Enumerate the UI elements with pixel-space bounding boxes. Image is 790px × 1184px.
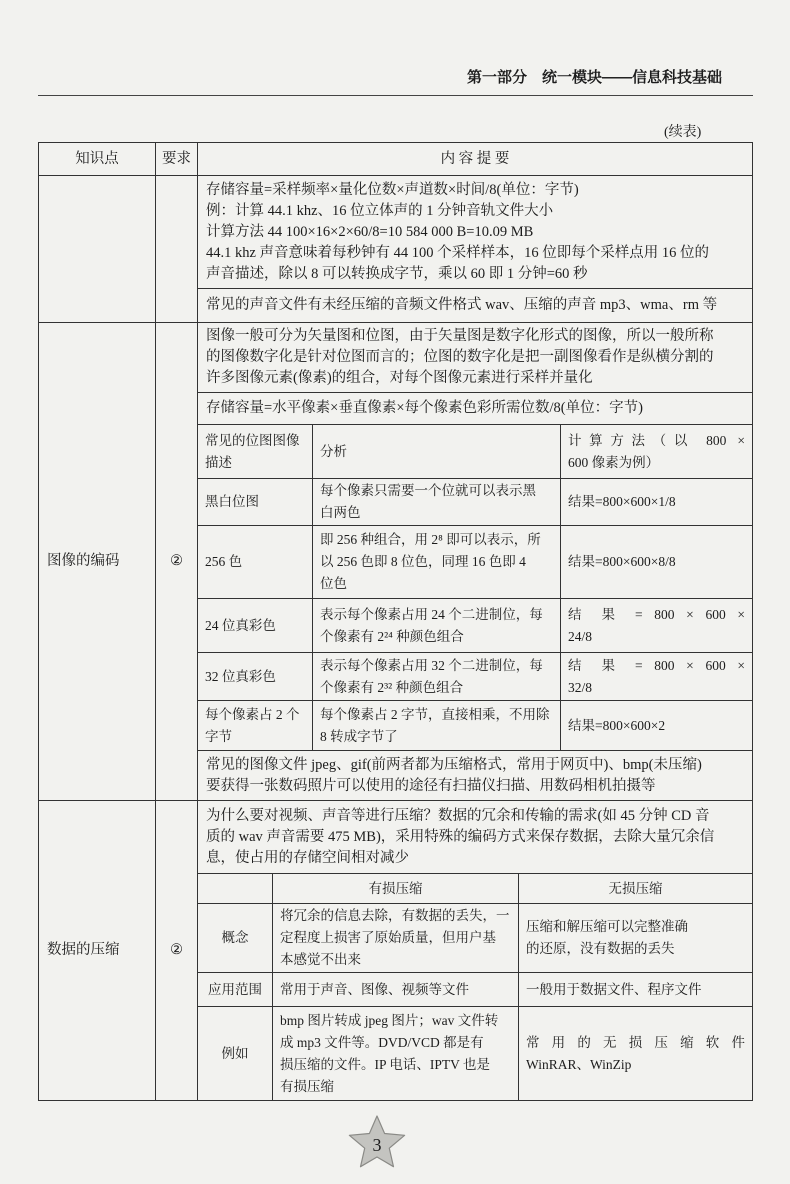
bitmap-row-analysis	[312, 652, 561, 701]
comparison-row-lossy	[272, 1006, 519, 1101]
text-line: 结果=800×600×2	[568, 717, 666, 733]
text-line: 存储容量=水平像素×垂直像素×每个像素色彩所需位数/8(单位：字节)	[206, 400, 643, 416]
bitmap-row-calculation	[560, 525, 753, 599]
text-line: 应用范围	[208, 981, 262, 997]
image-coding-topic-cell	[38, 322, 156, 801]
comparison-row-lossy	[272, 972, 519, 1007]
text-line: WinRAR、WinZip	[526, 1056, 632, 1072]
comparison-row-lossless	[518, 1006, 753, 1101]
bitmap-header-description	[197, 424, 313, 479]
text-line: 黑白位图	[205, 494, 259, 509]
text-line: 结 果 = 800 × 600 ×	[568, 657, 745, 673]
bitmap-row-analysis	[312, 700, 561, 751]
text-line: 结 果 = 800 × 600 ×	[568, 606, 745, 622]
text-line: 压缩和解压缩可以完整准确	[526, 919, 688, 934]
text-line: 600 像素为例）	[568, 454, 660, 470]
comparison-header-lossy	[272, 873, 519, 904]
sound-requirement-cell	[155, 175, 198, 323]
bitmap-row-analysis	[312, 478, 561, 526]
bitmap-row-calculation	[560, 478, 753, 526]
compression-topic-cell	[38, 800, 156, 1101]
bitmap-header-calculation	[560, 424, 753, 479]
requirement-level: ②	[170, 942, 183, 958]
text-line: 为什么要对视频、声音等进行压缩？数据的冗余和传输的需求(如 45 分钟 CD 音	[206, 807, 710, 824]
text-line: 将冗余的信息去除，有数据的丢失，一	[280, 908, 510, 923]
text-line: 许多图像元素(像素)的组合，对每个图像元素进行采样并量化	[206, 370, 593, 386]
topic-label: 图像的编码	[47, 553, 120, 569]
image-storage-formula-cell	[197, 392, 753, 425]
text-line: 例：计算 44.1 khz、16 位立体声的 1 分钟音轨文件大小	[206, 202, 554, 219]
text-line: 常用于声音、图像、视频等文件	[280, 981, 469, 997]
text-line: 的图像数字化是针对位图而言的；位图的数字化是把一副图像看作是纵横分割的	[206, 349, 714, 365]
column-header-content	[197, 142, 753, 176]
bitmap-row-type	[197, 478, 313, 526]
text-line: 有损压缩	[368, 880, 423, 896]
text-line: 有损压缩	[280, 1078, 334, 1094]
comparison-row-lossy	[272, 903, 519, 973]
comparison-row-lossless	[518, 903, 753, 973]
compression-intro-cell	[197, 800, 753, 874]
text-line: 每个像素占 2 字节，直接相乘，不用除	[320, 706, 550, 722]
text-line: 息，使占用的存储空间相对减少	[206, 849, 409, 866]
comparison-row-label	[197, 1006, 273, 1101]
column-header-label: 知识点	[75, 150, 119, 167]
column-header-requirement	[155, 142, 198, 176]
comparison-row-label	[197, 972, 273, 1007]
running-title: 第一部分 统一模块——信息科技基础	[466, 69, 722, 86]
text-line: 每个像素占 2 个	[205, 706, 300, 722]
comparison-row-lossless	[518, 972, 753, 1007]
bitmap-row-type	[197, 700, 313, 751]
text-line: 的还原，没有数据的丢失	[526, 941, 675, 956]
text-line: 即 256 种组合，用 2⁸ 即可以表示，所	[320, 532, 541, 547]
text-line: 白两色	[320, 505, 361, 520]
text-line: 例如	[221, 1045, 249, 1061]
bitmap-row-type	[197, 652, 313, 701]
header-rule	[38, 95, 753, 96]
text-line: 每个像素只需要一个位就可以表示黑	[320, 483, 536, 498]
text-line: 256 色	[205, 554, 243, 569]
continued-label: (续表)	[664, 125, 702, 140]
text-line: 定程度上损害了原始质量，但用户基	[280, 930, 496, 945]
bitmap-row-type	[197, 598, 313, 653]
text-line: bmp 图片转成 jpeg 图片；wav 文件转	[280, 1012, 499, 1028]
text-line: 表示每个像素占用 32 个二进制位，每	[320, 657, 543, 673]
topic-label: 数据的压缩	[47, 942, 120, 958]
page-number: 3	[372, 1135, 382, 1155]
sound-topic-cell	[38, 175, 156, 323]
column-header-label: 内 容 提 要	[440, 150, 510, 167]
text-line: 常见的声音文件有未经压缩的音频文件格式 wav、压缩的声音 mp3、wma、rm 等	[206, 297, 718, 313]
text-line: 损压缩的文件。IP 电话、IPTV 也是	[280, 1056, 491, 1072]
text-line: 位色	[320, 576, 347, 591]
comparison-row-label	[197, 903, 273, 973]
requirement-level: ②	[170, 553, 183, 569]
text-line: 质的 wav 声音需要 475 MB)，采用特殊的编码方式来保存数据，去除大量冗余信	[206, 828, 715, 845]
text-line: 常见的图像文件 jpeg、gif(前两者都为压缩格式，常用于网页中)、bmp(未压缩)	[206, 756, 702, 773]
text-line: 表示每个像素占用 24 个二进制位，每	[320, 606, 543, 622]
sound-file-formats-cell	[197, 288, 753, 323]
bitmap-row-calculation	[560, 598, 753, 653]
text-line: 8 转成字节了	[320, 728, 398, 744]
text-line: 计算方法（以 800 ×	[568, 432, 745, 448]
text-line: 概念	[221, 930, 249, 945]
bitmap-row-type	[197, 525, 313, 599]
image-coding-requirement-cell	[155, 322, 198, 801]
text-line: 常 用 的 无 损 压 缩 软 件	[526, 1034, 745, 1050]
text-line: 图像一般可分为矢量图和位图，由于矢量图是数字化形式的图像，所以一般所称	[206, 328, 714, 344]
text-line: 一般用于数据文件、程序文件	[526, 981, 702, 997]
comparison-header-lossless	[518, 873, 753, 904]
text-line: 成 mp3 文件等。DVD/VCD 都是有	[280, 1034, 484, 1050]
text-line: 要获得一张数码照片可以使用的途径有扫描仪扫描、用数码相机拍摄等	[206, 777, 656, 794]
text-line: 结果=800×600×1/8	[568, 494, 676, 509]
bitmap-header-analysis	[312, 424, 561, 479]
compression-requirement-cell	[155, 800, 198, 1101]
image-files-cell	[197, 750, 753, 801]
text-line: 分析	[320, 443, 347, 459]
text-line: 个像素有 2³² 种颜色组合	[320, 679, 464, 695]
sound-storage-cell	[197, 175, 753, 289]
text-line: 32/8	[568, 679, 593, 695]
text-line: 以 256 色即 8 位色，同理 16 色即 4	[320, 554, 526, 569]
text-line: 无损压缩	[608, 880, 663, 896]
text-line: 32 位真彩色	[205, 668, 276, 684]
text-line: 本感觉不出来	[280, 952, 361, 967]
text-line: 个像素有 2²⁴ 种颜色组合	[320, 628, 464, 644]
text-line: 字节	[205, 728, 232, 744]
comparison-header-blank	[197, 873, 273, 904]
bitmap-row-calculation	[560, 652, 753, 701]
bitmap-row-analysis	[312, 598, 561, 653]
text-line: 计算方法 44 100×16×2×60/8=10 584 000 B=10.09 MB	[206, 223, 534, 240]
text-line: 结果=800×600×8/8	[568, 554, 676, 569]
text-line: 描述	[205, 454, 232, 470]
text-line: 声音描述，除以 8 可以转换成字节，乘以 60 即 1 分钟=60 秒	[206, 265, 588, 282]
column-header-knowledge-point	[38, 142, 156, 176]
text-line: 常见的位图图像	[205, 432, 300, 448]
text-line: 存储容量=采样频率×量化位数×声道数×时间/8(单位：字节)	[206, 181, 579, 198]
text-line: 24 位真彩色	[205, 617, 276, 633]
image-intro-cell	[197, 322, 753, 393]
bitmap-row-analysis	[312, 525, 561, 599]
column-header-label: 要求	[162, 150, 191, 167]
text-line: 44.1 khz 声音意味着每秒钟有 44 100 个采样样本，16 位即每个采样点用 16 位的	[206, 244, 710, 261]
bitmap-row-calculation	[560, 700, 753, 751]
text-line: 24/8	[568, 628, 593, 644]
